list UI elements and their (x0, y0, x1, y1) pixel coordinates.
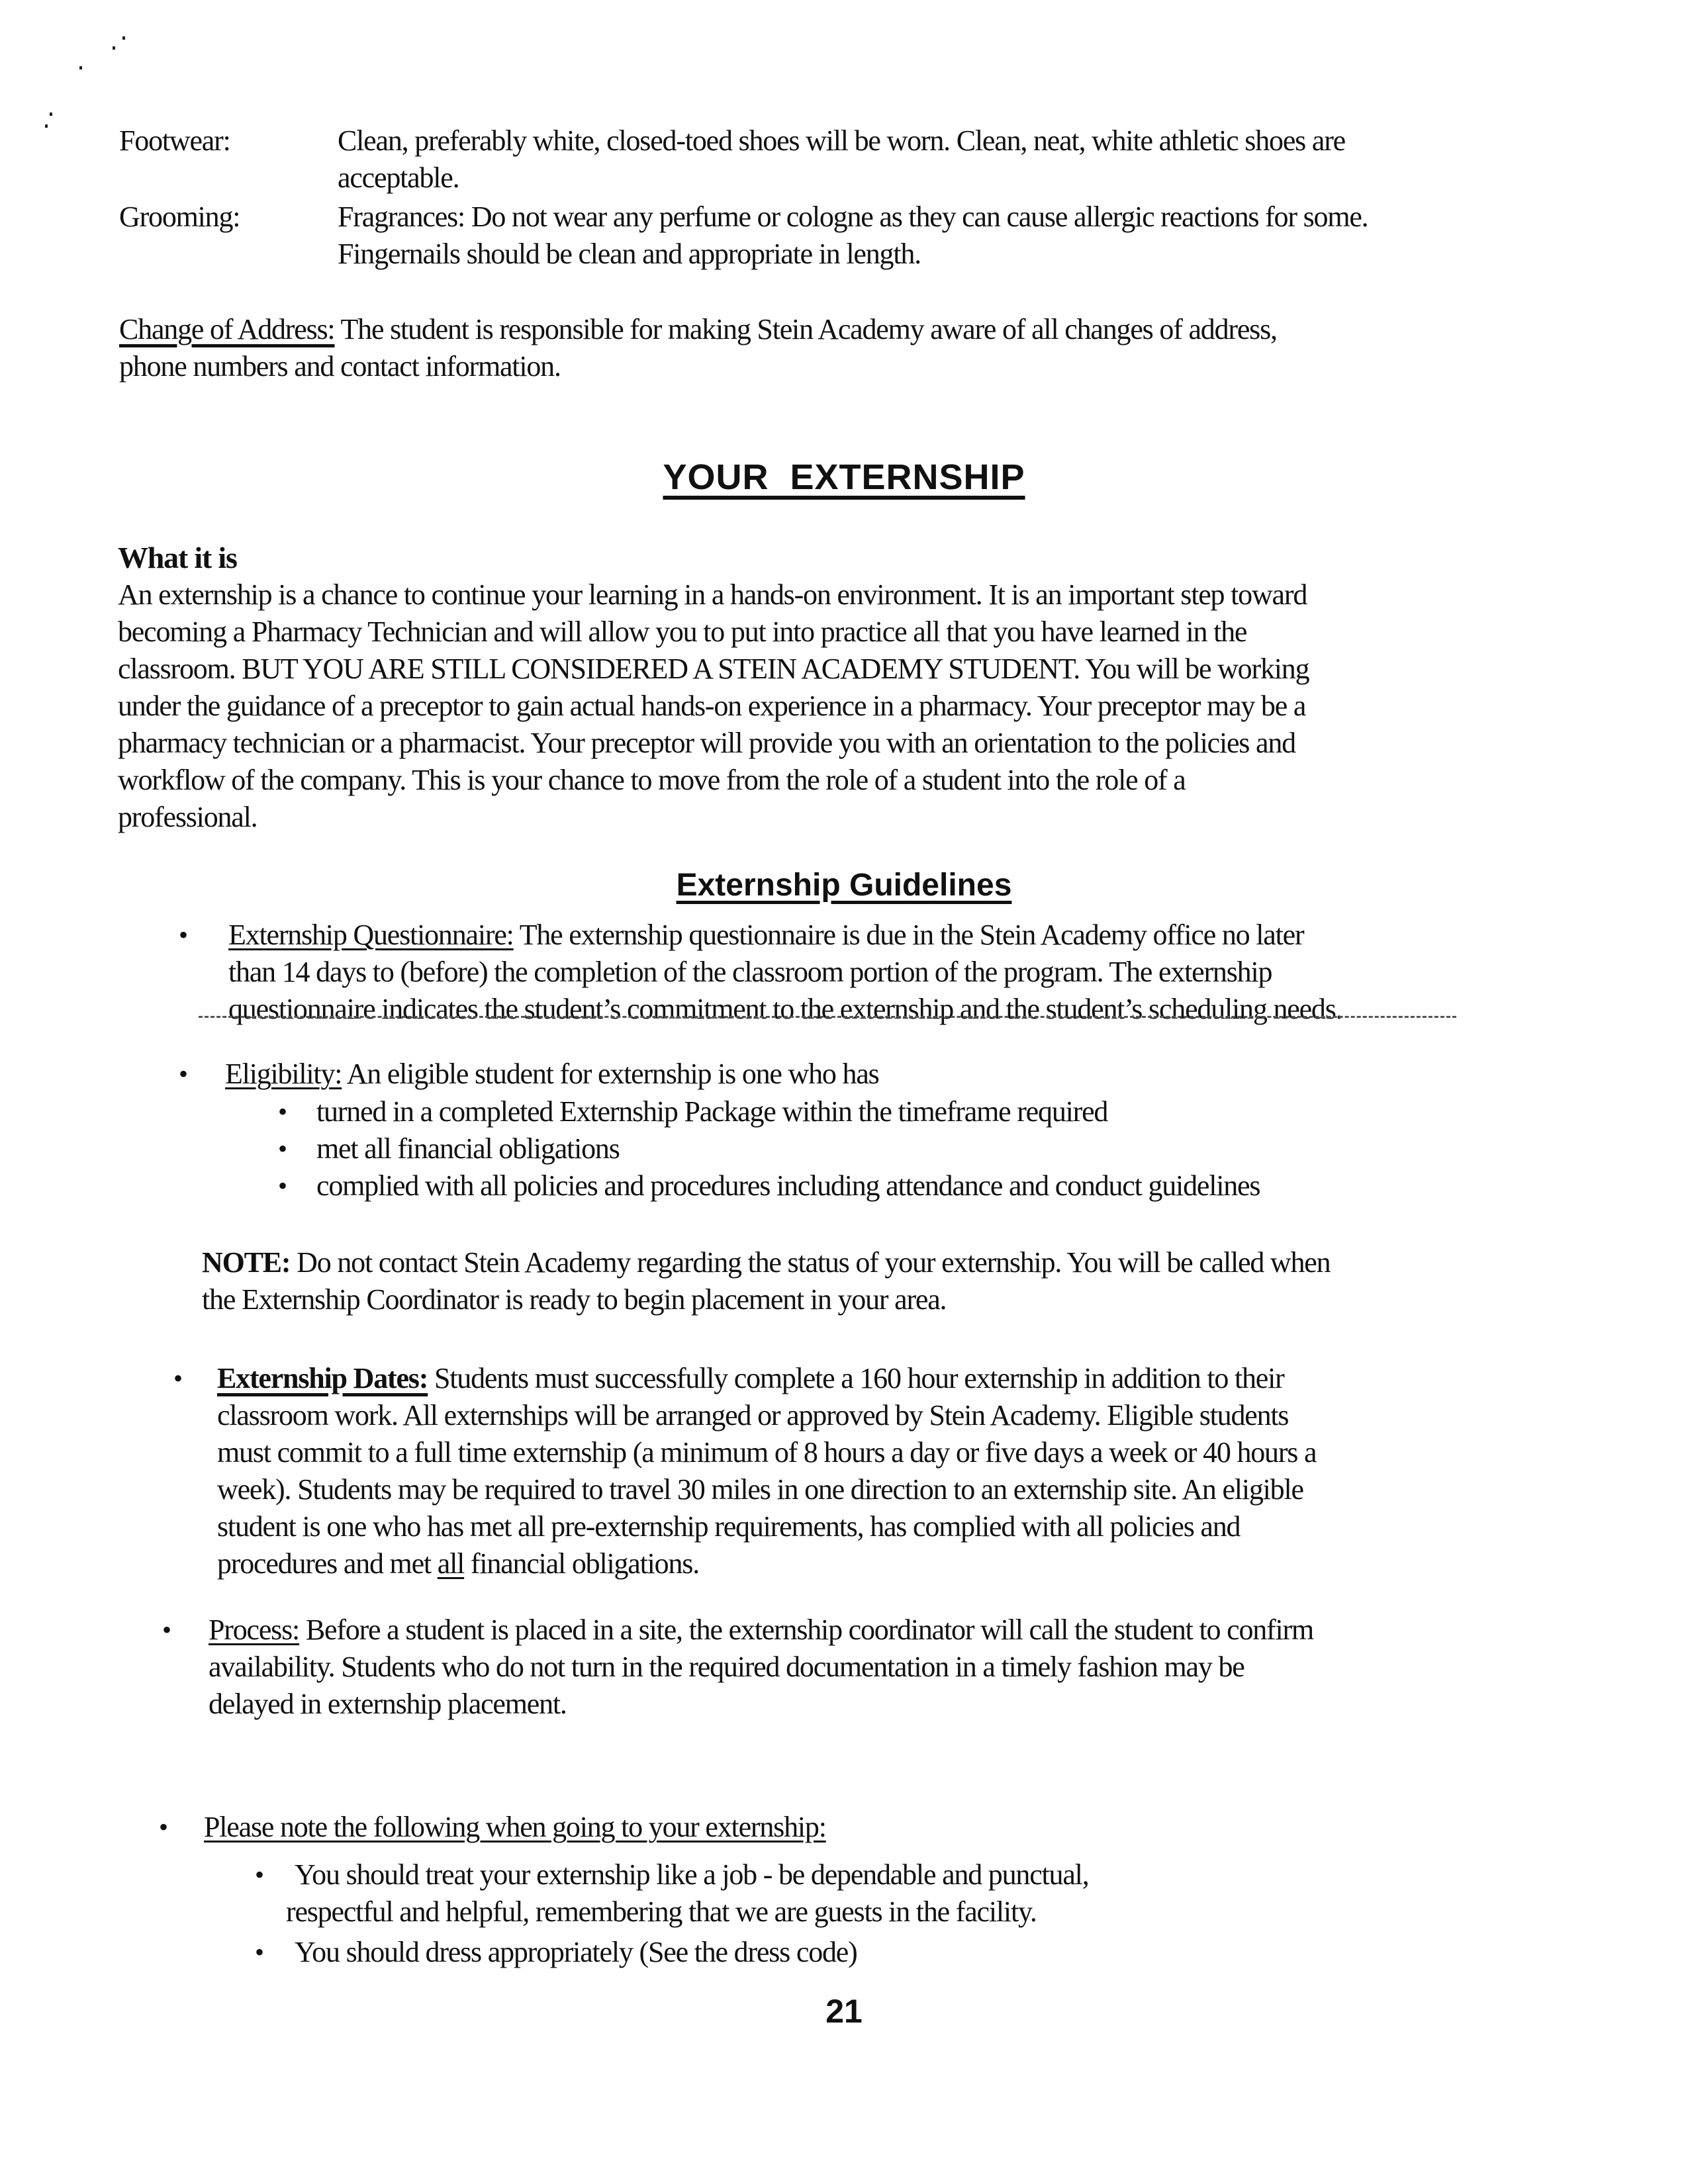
bullet-icon: • (255, 1860, 265, 1889)
process-item (209, 1612, 1559, 1723)
questionnaire-text: than 14 days to (before) the completion of the classroom portion of the program. The externship (228, 956, 1272, 988)
what-it-is-line: classroom. BUT YOU ARE STILL CONSIDERED A STEIN ACADEMY STUDENT. You will be working (118, 653, 1309, 685)
please-note-subitem: respectful and helpful, remembering that we are guests in the facility. (286, 1895, 1037, 1928)
footwear-row (119, 122, 1542, 197)
bullet-icon: • (159, 1812, 169, 1842)
note-label: NOTE: (202, 1246, 291, 1279)
dates-text: must commit to a full time externship (a minimum of 8 hours a day or five days a week or 40 hours a (217, 1436, 1317, 1469)
what-it-is-line: An externship is a chance to continue your learning in a hands-on environment. It is an important step toward (118, 578, 1307, 611)
dates-text: classroom work. All externships will be arranged or approved by Stein Academy. Eligible students (217, 1399, 1289, 1432)
grooming-label: Grooming: (119, 201, 240, 233)
eligibility-item (225, 1056, 1516, 1093)
dates-text: Students must successfully complete a 160 hour externship in addition to their (434, 1362, 1284, 1394)
change-of-address-text: The student is responsible for making Stein Academy aware of all changes of address, (340, 313, 1277, 345)
bullet-icon: • (278, 1171, 288, 1201)
bullet-icon: • (179, 1059, 189, 1089)
questionnaire-label: Externship Questionnaire: (228, 919, 514, 951)
eligibility-text: An eligible student for externship is one who has (346, 1058, 879, 1090)
what-it-is-heading: What it is (118, 541, 237, 574)
process-text: delayed in externship placement. (209, 1688, 567, 1720)
section-title (0, 457, 1688, 498)
scan-speck (50, 113, 52, 116)
bullet-icon: • (255, 1937, 265, 1967)
grooming-line: Fragrances: Do not wear any perfume or cologne as they can cause allergic reactions for some. (338, 201, 1368, 233)
eligibility-subitem: met all financial obligations (316, 1132, 620, 1165)
questionnaire-text: The externship questionnaire is due in the Stein Academy office no later (519, 919, 1304, 951)
please-note-label: Please note the following when going to your externship: (204, 1811, 826, 1843)
grooming-line: Fingernails should be clean and appropriate in length. (338, 238, 921, 270)
guidelines-heading-text: Externship Guidelines (676, 868, 1012, 903)
scan-speck (122, 36, 125, 40)
process-text: Before a student is placed in a site, the externship coordinator will call the student to confirm (305, 1614, 1314, 1646)
eligibility-label: Eligibility: (225, 1058, 342, 1090)
please-note-subitem: You should dress appropriately (See the dress code) (295, 1936, 857, 1968)
process-label: Process: (209, 1614, 300, 1646)
dates-text: student is one who has met all pre-externship requirements, has complied with all policies and (217, 1510, 1241, 1543)
please-note-subitem: You should treat your externship like a job - be dependable and punctual, (295, 1858, 1089, 1891)
footwear-line: Clean, preferably white, closed-toed shoes will be worn. Clean, neat, white athletic shoes are (338, 124, 1345, 157)
page-number: 21 (825, 1993, 863, 2030)
change-of-address-text: phone numbers and contact information. (119, 350, 561, 383)
change-of-address (119, 311, 1542, 385)
dates-text: week). Students may be required to travel 30 miles in one direction to an externship site. An eligible (217, 1473, 1303, 1506)
note-text: Do not contact Stein Academy regarding the status of your externship. You will be called when (297, 1246, 1331, 1279)
questionnaire-text: questionnaire indicates the student’s commitment to the externship and the student’s scheduling needs. (228, 993, 1342, 1025)
eligibility-subitem: complied with all policies and procedures including attendance and conduct guidelines (316, 1169, 1260, 1202)
process-text: availability. Students who do not turn in the required documentation in a timely fashion may be (209, 1651, 1244, 1683)
eligibility-subitem: turned in a completed Externship Package within the timeframe required (316, 1095, 1108, 1128)
please-note-item (204, 1809, 1395, 1846)
note-block (202, 1244, 1559, 1318)
scan-speck (45, 124, 48, 128)
what-it-is-line: workflow of the company. This is your chance to move from the role of a student into the role of a (118, 764, 1186, 796)
footwear-label: Footwear: (119, 124, 230, 157)
dates-text: procedures and met (217, 1547, 438, 1580)
scan-speck (113, 46, 115, 50)
grooming-row (119, 199, 1542, 273)
section-title-text: YOUR EXTERNSHIP (663, 457, 1025, 497)
grooming-text (338, 199, 1549, 273)
dates-item (217, 1360, 1568, 1582)
bullet-icon: • (179, 920, 189, 950)
bullet-icon: • (278, 1097, 288, 1126)
dates-emphasis: all (437, 1547, 465, 1580)
guidelines-heading (0, 867, 1688, 903)
what-it-is-line: under the guidance of a preceptor to gain actual hands-on experience in a pharmacy. Your preceptor may be a (118, 690, 1306, 722)
scan-divider (199, 1016, 1456, 1018)
what-it-is-line: becoming a Pharmacy Technician and will allow you to put into practice all that you have learned in the (118, 615, 1247, 648)
what-it-is-line: professional. (118, 801, 258, 833)
scan-speck (79, 66, 82, 69)
dates-label: Externship Dates: (217, 1362, 428, 1394)
footwear-text (338, 122, 1549, 197)
what-it-is-section (118, 539, 1561, 836)
dates-text: financial obligations. (464, 1547, 699, 1580)
what-it-is-line: pharmacy technician or a pharmacist. Your preceptor will provide you with an orientation to the policies and (118, 727, 1295, 759)
change-of-address-label: Change of Address: (119, 313, 335, 345)
bullet-icon: • (278, 1134, 288, 1163)
footwear-line: acceptable. (338, 161, 459, 194)
bullet-icon: • (162, 1615, 172, 1645)
note-text: the Externship Coordinator is ready to begin placement in your area. (202, 1283, 947, 1316)
bullet-icon: • (173, 1363, 183, 1393)
questionnaire-item (228, 917, 1552, 1028)
